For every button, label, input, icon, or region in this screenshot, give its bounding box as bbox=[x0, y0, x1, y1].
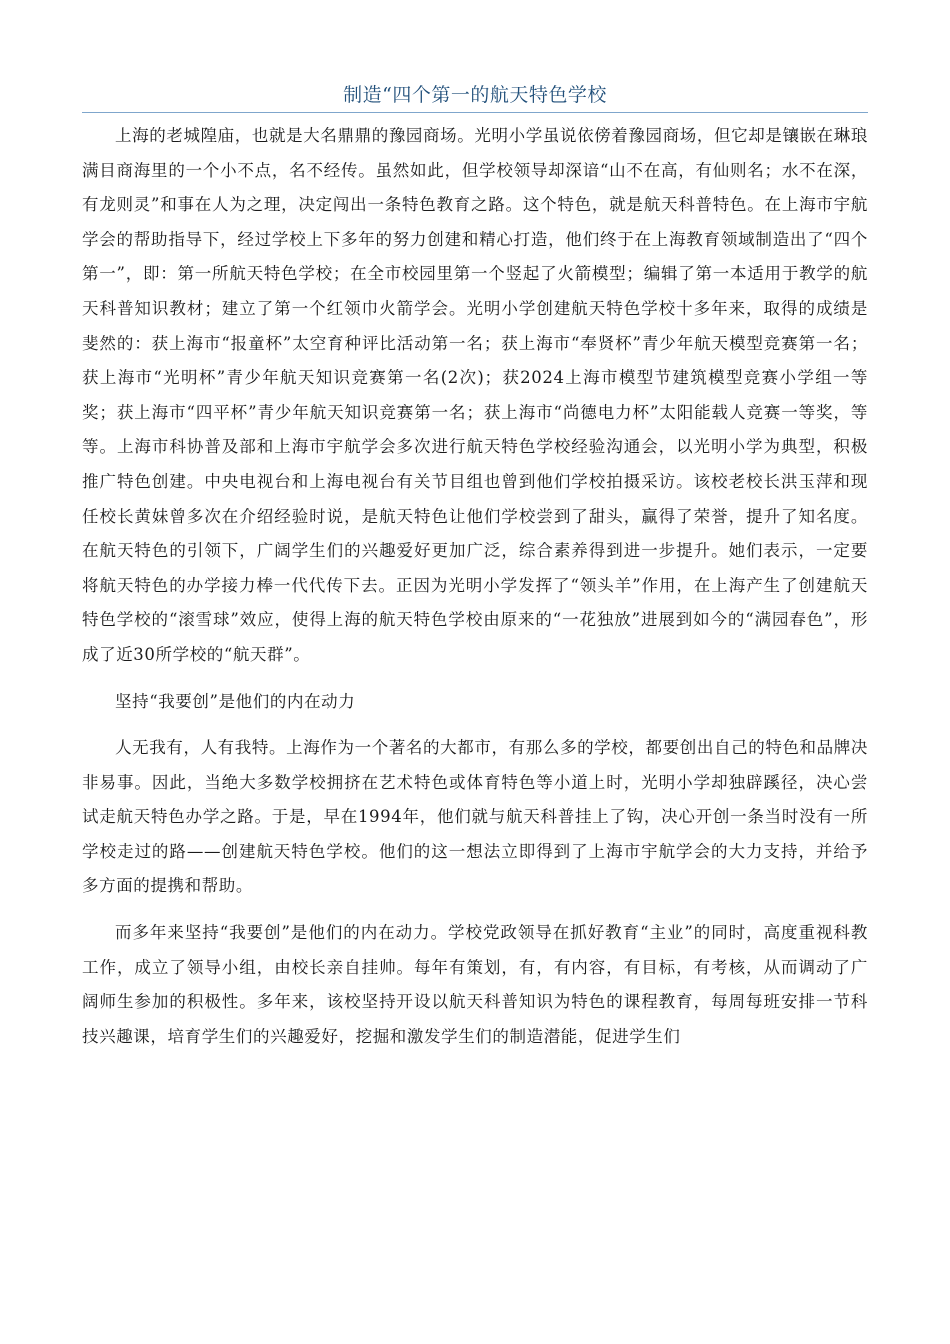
paragraph-drive: 而多年来坚持“我要创”是他们的内在动力。学校党政领导在抓好教育“主业”的同时，高度重视科教工作，成立了领导小组，由校长亲自挂帅。每年有策划，有，有内容，有目标，有考核，从而调动了广阔师生参加的积极性。多年来，该校坚持开设以航天科普知识为特色的课程教育，每周每班安排一节科技兴趣课，培育学生们的兴趣爱好，挖掘和激发学生们的制造潜能，促进学生们 bbox=[82, 923, 868, 1046]
document-title: 制造“四个第一的航天特色学校 bbox=[82, 80, 868, 113]
document-page bbox=[82, 72, 868, 1332]
section-subheading: 坚持“我要创”是他们的内在动力 bbox=[115, 691, 356, 711]
paragraph-motivation: 人无我有，人有我特。上海作为一个著名的大都市，有那么多的学校，都要创出自己的特色和品牌决非易事。因此，当绝大多数学校拥挤在艺术特色或体育特色等小道上时，光明小学却独辟蹊径，决心尝试走航天特色办学之路。于是，早在1994年，他们就与航天科普挂上了钩，决心开创一条当时没有一所学校走过的路——创建航天特色学校。他们的这一想法立即得到了上海市宇航学会的大力支持，并给予多方面的提携和帮助。 bbox=[82, 738, 868, 896]
paragraph-intro: 上海的老城隍庙，也就是大名鼎鼎的豫园商场。光明小学虽说依傍着豫园商场，但它却是镶嵌在琳琅满目商海里的一个小不点，名不经传。虽然如此，但学校领导却深谙“山不在高，有仙则名；水不在深，有龙则灵”和事在人为之理，决定闯出一条特色教育之路。这个特色，就是航天科普特色。在上海市宇航学会的帮助指导下，经过学校上下多年的努力创建和精心打造，他们终于在上海教育领域制造出了“四个第一”，即：第一所航天特色学校；在全市校园里第一个竖起了火箭模型；编辑了第一本适用于教学的航天科普知识教材；建立了第一个红领巾火箭学会。光明小学创建航天特色学校十多年来，取得的成绩是斐然的：获上海市“报童杯”太空育种评比活动第一名；获上海市“奉贤杯”青少年航天模型竞赛第一名；获上海市“光明杯”青少年航天知识竞赛第一名(2次)；获2024上海市模型节建筑模型竞赛小学组一等奖；获上海市“四平杯”青少年航天知识竞赛第一名；获上海市“尚德电力杯”太阳能载人竞赛一等奖，等等。上海市科协普及部和上海市宇航学会多次进行航天特色学校经验沟通会，以光明小学为典型，积极推广特色创建。中央电视台和上海电视台有关节目组也曾到他们学校拍摄采访。该校老校长洪玉萍和现任校长黄妹曾多次在介绍经验时说，是航天特色让他们学校尝到了甜头，赢得了荣誉，提升了知名度。在航天特色的引领下，广阔学生们的兴趣爱好更加广泛，综合素养得到进一步提升。她们表示，一定要将航天特色的办学接力棒一代代传下去。正因为光明小学发挥了“领头羊”作用，在上海产生了创建航天特色学校的“滚雪球”效应，使得上海的航天特色学校由原来的“一花独放”进展到如今的“满园春色”，形成了近30所学校的“航天群”。 bbox=[82, 126, 868, 664]
